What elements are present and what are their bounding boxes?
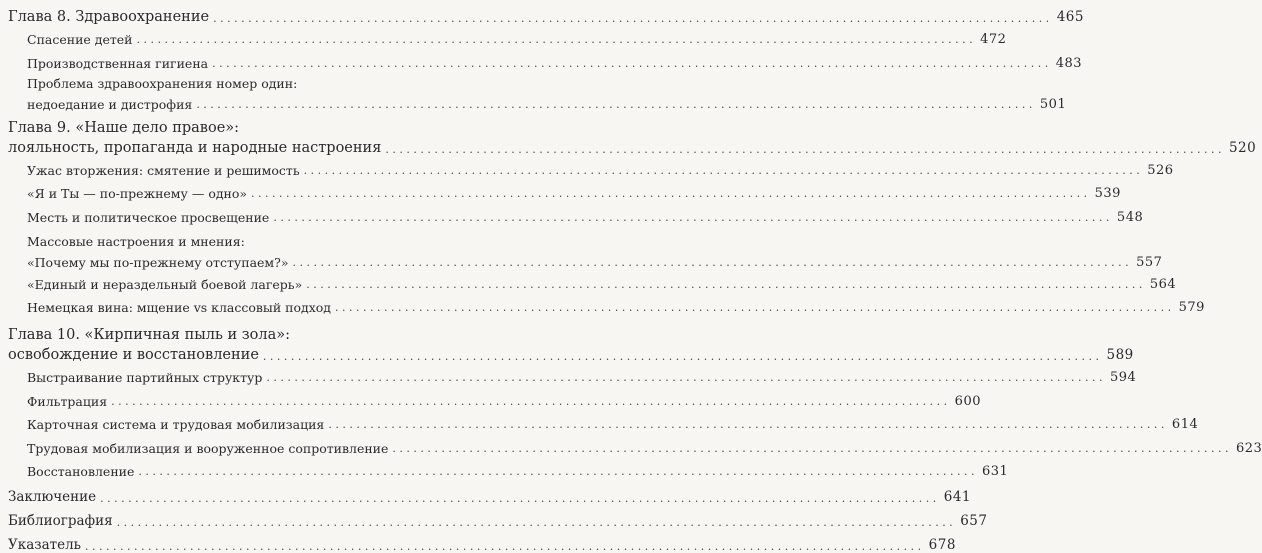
dot-leader: ........................................................................................................................ [212,57,1052,70]
toc-entry-title: «Я и Ты — по-прежнему — одно» [27,185,248,201]
toc-entry-title: Проблема здравоохранения номер один: [27,76,298,91]
dot-leader: ........................................................................................................................ [335,301,1175,314]
dot-leader: ........................................................................................................................ [385,142,1225,156]
toc-entry-title: недоедание и дистрофия [27,96,193,112]
dot-leader: ........................................................................................................................ [328,418,1168,431]
toc-page-number: 594 [1109,370,1137,385]
toc-entry-title: Восстановление [27,463,135,479]
toc-page-number: 483 [1055,56,1083,71]
toc-page-number: 539 [1094,186,1121,201]
dot-leader: ........................................................................................................................ [100,491,940,505]
dot-leader: ........................................................................................................................ [262,349,1103,363]
dot-leader: ........................................................................................................................ [138,465,978,478]
dot-leader: ........................................................................................................................ [273,211,1113,224]
dot-leader: ........................................................................................................................ [136,33,977,46]
toc-entry-title: Карточная система и трудовая мобилизация [27,416,325,432]
dot-leader: ........................................................................................................................ [116,515,957,529]
toc-page-number: 614 [1171,417,1199,432]
toc-page-number: 657 [960,513,988,529]
dot-leader: ........................................................................................................................ [196,98,1036,111]
dot-leader: ........................................................................................................................ [213,11,1053,25]
toc-entry-title: Глава 9. «Наше дело правое»: [8,120,240,136]
toc-entry-title: Фильтрация [27,393,108,409]
toc-entry-title: Трудовая мобилизация и вооруженное сопротивление [27,440,389,456]
dot-leader: ........................................................................................................................ [392,442,1233,455]
toc-page-number: 579 [1178,300,1205,315]
toc-page-number: 548 [1116,210,1144,225]
dot-leader: ........................................................................................................................ [306,278,1146,291]
toc-page-number: 600 [954,394,981,409]
toc-page-number: 623 [1236,441,1262,456]
toc-entry-title: «Почему мы по-прежнему отступаем?» [27,254,289,270]
toc-entry-title: Выстраивание партийных структур [27,369,263,385]
dot-leader: ........................................................................................................................ [266,371,1106,384]
toc-entry-title: Спасение детей [27,31,133,47]
toc-page-number: 501 [1039,97,1067,112]
toc-page-number: 678 [928,537,956,553]
toc-entry-title: Глава 8. Здравоохранение [8,9,210,25]
toc-entry-title: Немецкая вина: мщение vs классовый подход [27,299,331,315]
toc-entry-title: освобождение и восстановление [8,347,259,363]
toc-page-number: 557 [1136,255,1163,270]
toc-page-number: 472 [980,32,1007,47]
toc-entry-title: Производственная гигиена [27,55,209,71]
toc-entry-title: Библиография [8,513,113,529]
toc-entry-title: «Единый и нераздельный боевой лагерь» [27,276,303,292]
toc-page-number: 526 [1147,163,1174,178]
toc-entry-title: Заключение [8,489,97,505]
toc-entry-title: Ужас вторжения: смятение и решимость [27,162,300,178]
toc-entry-title: Указатель [8,537,82,553]
toc-entry-title: Глава 10. «Кирпичная пыль и зола»: [8,327,291,343]
dot-leader: ........................................................................................................................ [251,187,1091,200]
toc-page-number: 589 [1106,347,1134,363]
toc-entry-title: Месть и политическое просвещение [27,209,270,225]
toc-page-number: 564 [1149,277,1177,292]
toc-page-number: 465 [1056,9,1084,25]
dot-leader: ........................................................................................................................ [85,539,925,553]
toc-entry-title: Массовые настроения и мнения: [27,234,245,249]
dot-leader: ........................................................................................................................ [303,164,1144,177]
dot-leader: ........................................................................................................................ [292,256,1133,269]
dot-leader: ........................................................................................................................ [111,395,951,408]
toc-entry-title: лояльность, пропаганда и народные настроения [8,140,382,156]
toc-page-number: 520 [1228,140,1257,156]
toc-page-number: 641 [943,489,972,505]
toc-page-number: 631 [981,464,1009,479]
